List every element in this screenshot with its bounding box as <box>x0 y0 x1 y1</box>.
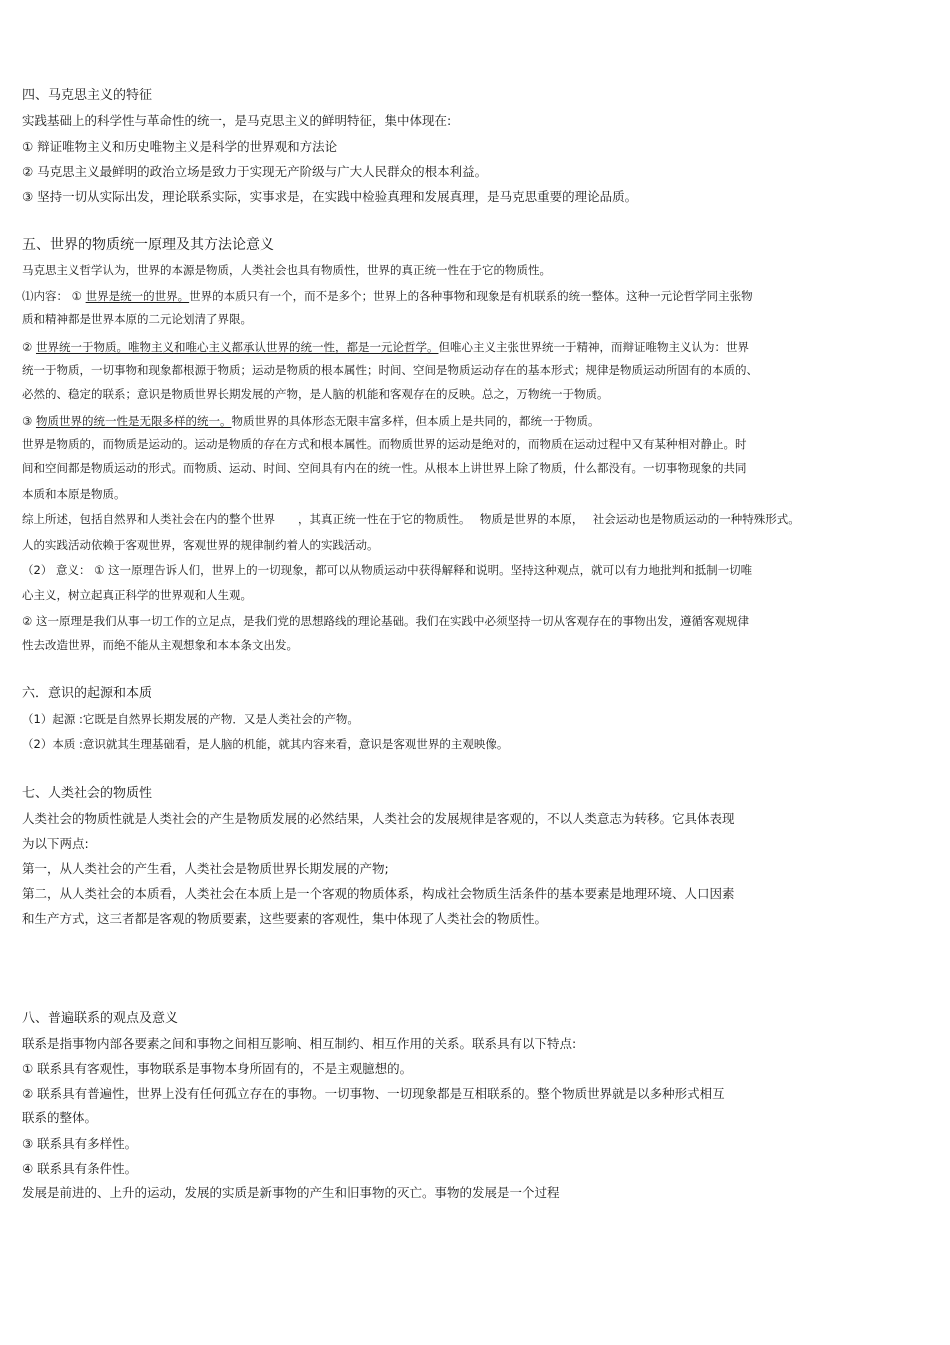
section-5-content-2-line-3: 必然的、稳定的联系；意识是物质世界长期发展的产物，是人脑的机能和客观存在的反映。总之，万物统一于物质。 <box>22 387 609 401</box>
section-8-item-4: ④ 联系具有条件性。 <box>22 1161 138 1176</box>
content-1-rest: 世界的本质只有一个，而不是多个；世界上的各种事物和现象是有机联系的统一整体。这种一元论哲学同主张物 <box>189 289 753 303</box>
section-8-development: 发展是前进的、上升的运动，发展的实质是新事物的产生和旧事物的灭亡。事物的发展是一个过程 <box>22 1185 560 1200</box>
section-5-para-4: 综上所述，包括自然界和人类社会在内的整个世界 ，其真正统一性在于它的物质性。 物质是世界的本原， 社会运动也是物质运动的一种特殊形式。 <box>22 512 800 526</box>
section-4-title: 四、马克思主义的特征 <box>22 88 153 103</box>
content-1-underlined: 世界是统一的世界。 <box>85 289 190 303</box>
content-2-rest: 但唯心主义主张世界统一于精神，而辩证唯物主义认为：世界 <box>438 340 749 354</box>
section-4-item-1: ① 辩证唯物主义和历史唯物主义是科学的世界观和方法论 <box>22 139 338 154</box>
section-4-item-2: ② 马克思主义最鲜明的政治立场是致力于实现无产阶级与广大人民群众的根本利益。 <box>22 164 488 179</box>
section-6-item-1: （1）起源 :它既是自然界长期发展的产物．又是人类社会的产物。 <box>22 712 359 726</box>
section-5-para-5: 人的实践活动依赖于客观世界，客观世界的规律制约着人的实践活动。 <box>22 538 379 552</box>
section-5-content-1-line-2: 质和精神都是世界本原的二元论划清了界限。 <box>22 312 252 326</box>
section-7-line-5: 和生产方式，这三者都是客观的物质要素，这些要素的客观性，集中体现了人类社会的物质性。 <box>22 911 548 926</box>
section-5-content-3 <box>22 413 599 429</box>
content-3-prefix: ③ <box>22 414 36 428</box>
section-5-content-1 <box>22 288 753 304</box>
section-6-item-2: （2）本质 :意识就其生理基础看，是人脑的机能，就其内容来看，意识是客观世界的主观映像。 <box>22 737 509 751</box>
content-1-prefix: ⑴内容： ① <box>22 289 86 303</box>
section-8-item-3: ③ 联系具有多样性。 <box>22 1136 138 1151</box>
section-8-item-2: ② 联系具有普遍性，世界上没有任何孤立存在的事物。一切事物、一切现象都是互相联系的。整个物质世界就是以多种形式相互 <box>22 1086 725 1101</box>
section-5-content-2-line-2: 统一于物质，一切事物和现象都根源于物质；运动是物质的根本属性；时间、空间是物质运动存在的基本形式；规律是物质运动所固有的本质的、 <box>22 363 758 377</box>
section-8-title: 八、普遍联系的观点及意义 <box>22 1011 179 1026</box>
section-6-title: 六．意识的起源和本质 <box>22 686 153 701</box>
section-5-meaning-2-line-2: 性去改造世界，而绝不能从主观想象和本本条文出发。 <box>22 638 298 652</box>
section-5-para-1: 世界是物质的，而物质是运动的。运动是物质的存在方式和根本属性。而物质世界的运动是绝对的，而物质在运动过程中又有某种相对静止。时 <box>22 437 747 451</box>
section-5-meaning-1: （2） 意义： ① 这一原理告诉人们，世界上的一切现象，都可以从物质运动中获得解释和说明。坚持这种观点，就可以有力地批判和抵制一切唯 <box>22 563 753 577</box>
section-7-title: 七、人类社会的物质性 <box>22 786 153 801</box>
section-5-para-3: 本质和本原是物质。 <box>22 487 126 501</box>
section-5-meaning-1-line-2: 心主义，树立起真正科学的世界观和人生观。 <box>22 588 252 602</box>
section-5-title: 五、世界的物质统一原理及其方法论意义 <box>22 237 274 253</box>
section-7-line-4: 第二，从人类社会的本质看，人类社会在本质上是一个客观的物质体系，构成社会物质生活条件的基本要素是地理环境、人口因素 <box>22 886 735 901</box>
section-4-intro: 实践基础上的科学性与革命性的统一，是马克思主义的鲜明特征，集中体现在: <box>22 113 452 128</box>
section-4-item-3: ③ 坚持一切从实际出发，理论联系实际，实事求是，在实践中检验真理和发展真理，是马克思重要的理论品质。 <box>22 189 638 204</box>
content-3-rest: 物质世界的具体形态无限丰富多样，但本质上是共同的，都统一于物质。 <box>231 414 600 428</box>
content-2-prefix: ② <box>22 340 36 354</box>
section-7-line-3: 第一，从人类社会的产生看，人类社会是物质世界长期发展的产物; <box>22 861 389 876</box>
content-3-underlined: 物质世界的统一性是无限多样的统一。 <box>35 414 232 428</box>
section-5-para-2: 间和空间都是物质运动的形式。而物质、运动、时间、空间具有内在的统一性。从根本上讲世界上除了物质，什么都没有。一切事物现象的共同 <box>22 461 747 475</box>
section-5-intro: 马克思主义哲学认为，世界的本源是物质，人类社会也具有物质性，世界的真正统一性在于它的物质性。 <box>22 263 551 277</box>
section-8-item-2-line-2: 联系的整体。 <box>22 1110 98 1125</box>
section-8-item-1: ① 联系具有客观性，事物联系是事物本身所固有的，不是主观臆想的。 <box>22 1061 413 1076</box>
section-7-line-2: 为以下两点: <box>22 836 89 851</box>
section-5-content-2 <box>22 339 749 355</box>
content-2-underlined: 世界统一于物质。唯物主义和唯心主义都承认世界的统一性，都是一元论哲学。 <box>35 340 439 354</box>
section-7-line-1: 人类社会的物质性就是人类社会的产生是物质发展的必然结果，人类社会的发展规律是客观的，不以人类意志为转移。它具体表现 <box>22 811 735 826</box>
section-8-intro: 联系是指事物内部各要素之间和事物之间相互影响、相互制约、相互作用的关系。联系具有以下特点: <box>22 1036 577 1051</box>
section-5-meaning-2: ② 这一原理是我们从事一切工作的立足点，是我们党的思想路线的理论基础。我们在实践中必须坚持一切从客观存在的事物出发，遵循客观规律 <box>22 614 749 628</box>
